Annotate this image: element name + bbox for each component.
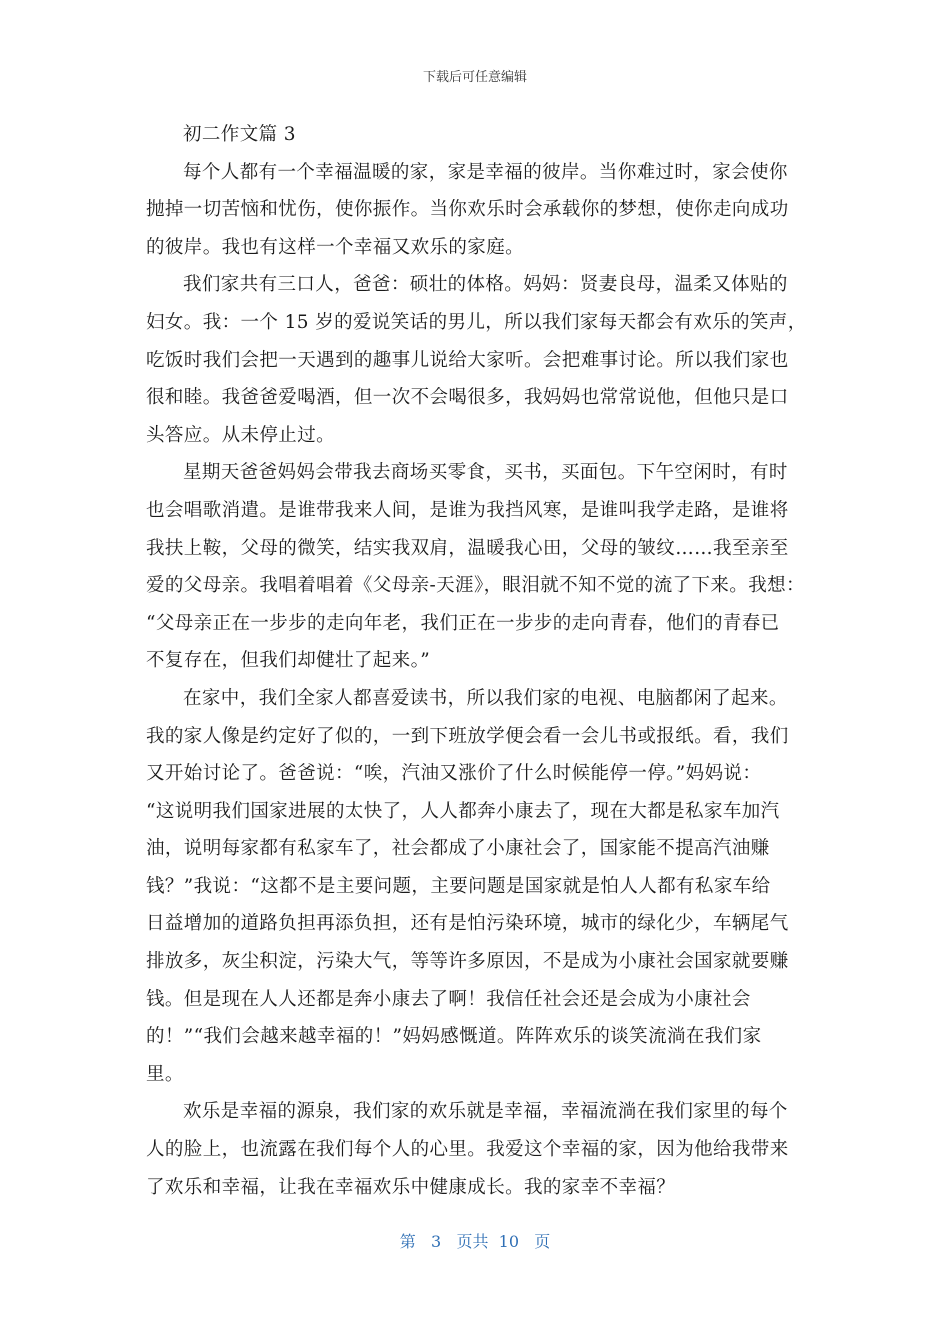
document-body: [146, 122, 811, 1212]
text-line: 头答应。从未停止过。: [146, 424, 336, 446]
footer-suffix: 页: [534, 1232, 551, 1251]
text-line: 里。: [146, 1063, 184, 1085]
text-line: 的彼岸。我也有这样一个幸福又欢乐的家庭。: [146, 236, 525, 258]
text-line: 星期天爸爸妈妈会带我去商场买零食，买书，买面包。下午空闲时，有时: [183, 462, 788, 484]
text-line: 钱？”我说：“这都不是主要问题，主要问题是国家就是怕人人都有私家车给: [146, 875, 771, 897]
text-line: 我扶上鞍，父母的微笑，结实我双肩，温暖我心田，父母的皱纹……我至亲至: [146, 537, 789, 559]
text-line: 妇女。我：一个 15 岁的爱说笑话的男儿，所以我们家每天都会有欢乐的笑声，: [146, 311, 807, 333]
text-line: 很和睦。我爸爸爱喝酒，但一次不会喝很多，我妈妈也常常说他，但他只是口: [146, 387, 789, 409]
page-header: 下载后可任意编辑: [422, 70, 527, 85]
text-line: 爱的父母亲。我唱着唱着《父母亲-天涯》，眼泪就不知不觉的流了下来。我想：: [146, 575, 805, 597]
footer-total-pages: 10: [498, 1232, 519, 1251]
text-line: 欢乐是幸福的源泉，我们家的欢乐就是幸福，幸福流淌在我们家里的每个: [183, 1101, 788, 1123]
text-line: 吃饭时我们会把一天遇到的趣事儿说给大家听。会把难事讨论。所以我们家也: [146, 349, 789, 371]
text-line: “父母亲正在一步步的走向年老，我们正在一步步的走向青春，他们的青春已: [146, 612, 780, 634]
text-line: 每个人都有一个幸福温暖的家，家是幸福的彼岸。当你难过时，家会使你: [183, 161, 788, 183]
text-line: 排放多，灰尘积淀，污染大气，等等许多原因，不是成为小康社会国家就要赚: [146, 951, 789, 973]
text-line: 人的脸上，也流露在我们每个人的心里。我爱这个幸福的家，因为他给我带来: [146, 1139, 789, 1161]
text-line: 初二作文篇 3: [183, 124, 296, 145]
text-line: 钱。但是现在人人还都是奔小康去了啊！我信任社会还是会成为小康社会: [146, 988, 751, 1010]
text-line: 了欢乐和幸福，让我在幸福欢乐中健康成长。我的家幸不幸福？: [146, 1176, 676, 1198]
footer-prefix: 第: [399, 1232, 416, 1251]
text-line: 又开始讨论了。爸爸说：“唉，汽油又涨价了什么时候能停一停。”妈妈说：: [146, 763, 762, 785]
text-line: 抛掉一切苦恼和忧伤，使你振作。当你欢乐时会承载你的梦想，使你走向成功: [146, 199, 789, 221]
text-line: 日益增加的道路负担再添负担，还有是怕污染环境，城市的绿化少，车辆尾气: [146, 913, 789, 935]
text-line: 我们家共有三口人，爸爸：硕壮的体格。妈妈：贤妻良母，温柔又体贴的: [183, 274, 788, 296]
text-line: 在家中，我们全家人都喜爱读书，所以我们家的电视、电脑都闲了起来。: [183, 687, 788, 709]
text-line: 也会唱歌消遣。是谁带我来人间，是谁为我挡风寒，是谁叫我学走路，是谁将: [146, 499, 789, 521]
footer-middle: 页共: [456, 1232, 489, 1251]
page-footer: [0, 1229, 950, 1252]
text-line: “这说明我们国家进展的太快了，人人都奔小康去了，现在大都是私家车加汽: [146, 800, 780, 822]
text-line: 的！”“我们会越来越幸福的！”妈妈感慨道。阵阵欢乐的谈笑流淌在我们家: [146, 1026, 762, 1048]
text-line: 不复存在，但我们却健壮了起来。”: [146, 650, 431, 672]
text-line: 我的家人像是约定好了似的，一到下班放学便会看一会儿书或报纸。看，我们: [146, 725, 789, 747]
footer-page-number: 3: [431, 1232, 442, 1251]
text-line: 油，说明每家都有私家车了，社会都成了小康社会了，国家能不提高汽油赚: [146, 838, 770, 860]
